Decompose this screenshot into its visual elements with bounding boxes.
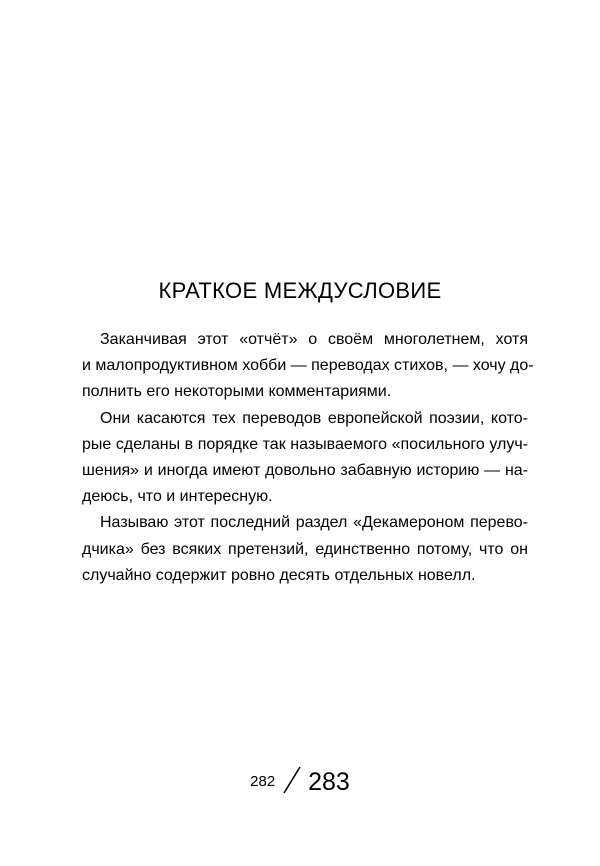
total-page-number: 283	[308, 768, 350, 796]
section-title: КРАТКОЕ МЕЖДУСЛОВИЕ	[158, 278, 442, 303]
text-line: Называю этот последний раздел «Декамероном перево-	[100, 514, 528, 532]
text-line: и малопродуктивном хобби — переводах стихов, — хочу до-	[82, 357, 534, 375]
text-line: шения» и иногда имеют довольно забавную историю — на-	[82, 461, 528, 479]
text-line: рые сделаны в порядке так называемого «посильного улуч-	[82, 435, 528, 453]
text-line: деюсь, что и интересную.	[82, 488, 273, 506]
text-line: Они касаются тех переводов европейской поэзии, кото-	[100, 409, 528, 427]
slash-separator-icon	[281, 766, 303, 794]
text-line: полнить его некоторыми комментариями.	[82, 383, 392, 401]
text-line: дчика» без всяких претензий, единственно потому, что он	[82, 540, 528, 558]
page-number-indicator	[0, 766, 600, 797]
text-line: Заканчивая этот «отчёт» о своём многолетнем, хотя	[100, 331, 528, 348]
body-text	[82, 327, 534, 589]
current-page-number: 282	[250, 773, 276, 790]
paragraph-1	[82, 327, 534, 406]
paragraph-2	[82, 406, 528, 511]
text-line: случайно содержит ровно десять отдельных новелл.	[82, 566, 476, 584]
paragraph-3	[82, 510, 528, 589]
